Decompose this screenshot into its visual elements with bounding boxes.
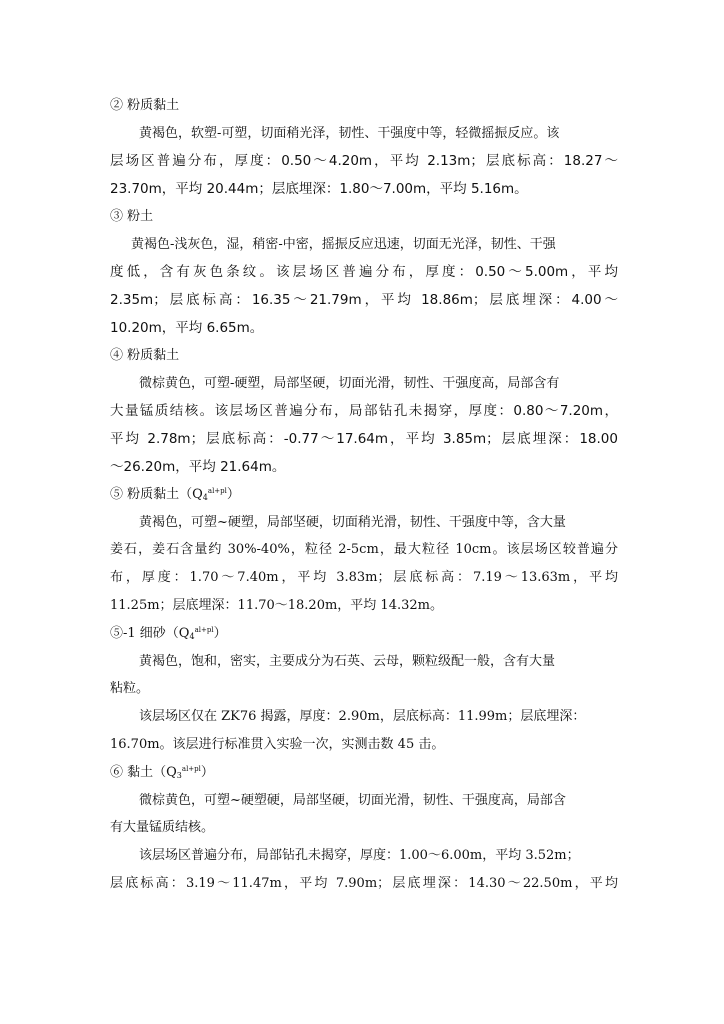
paragraph-line: 黄褐色，饱和，密实，主要成分为石英、云母，颗粒级配一般，含有大量 [139,654,556,669]
paragraph-line: 该层场区仅在 ZK76 揭露，厚度：2.90m，层底标高：11.99m；层底埋深： [139,709,586,724]
section-heading: ③ 粉土 [110,209,154,224]
paragraph-line: 度低，含有灰色条纹。该层场区普遍分布，厚度：0.50～5.00m，平均 [110,264,618,280]
paragraph-line: 有大量锰质结核。 [110,820,215,835]
paragraph-line: 该层场区普遍分布，局部钻孔未揭穿，厚度：1.00～6.00m，平均 3.52m； [139,848,580,863]
paragraph-line: 微棕黄色，可塑-硬塑，局部坚硬，切面光滑，韧性、干强度高，局部含有 [139,376,560,391]
paragraph-line: 23.70m，平均 20.44m；层底埋深：1.80～7.00m，平均 5.16m。 [110,181,528,197]
paragraph-line: 布，厚度：1.70～7.40m，平均 3.83m；层底标高：7.19～13.63m，平均 [110,570,618,585]
paragraph-line: 黄褐色，可塑~硬塑，局部坚硬，切面稍光滑，韧性、干强度中等，含大量 [139,515,566,530]
section-heading: ⑥ 黏土$(Q3^{al+pl})$ [110,765,214,780]
paragraph-line: 大量锰质结核。该层场区普遍分布，局部钻孔未揭穿，厚度：0.80～7.20m， [110,403,618,419]
paragraph-line: 微棕黄色，可塑~硬塑硬，局部坚硬，切面光滑，韧性、干强度高，局部含 [139,793,566,808]
section-heading: ④ 粉质黏土 [110,348,180,363]
section-heading: ② 粉质黏土 [110,98,180,113]
paragraph-line: 平均 2.78m；层底标高：-0.77～17.64m，平均 3.85m；层底埋深：18.00 [110,431,618,447]
paragraph-line: 2.35m；层底标高：16.35～21.79m，平均 18.86m；层底埋深：4.00～ [110,292,618,308]
paragraph-line: ～26.20m，平均 21.64m。 [110,459,286,475]
paragraph-line: 黄褐色，软塑-可塑，切面稍光泽，韧性、干强度中等，轻微摇振反应。该 [139,126,560,141]
paragraph-line: 姜石，姜石含量约 30%-40%，粒径 2-5cm，最大粒径 10cm。该层场区较普遍分 [110,542,618,557]
paragraph-line: 黄褐色-浅灰色，湿，稍密-中密，摇振反应迅速，切面无光泽，韧性、干强 [131,237,556,252]
paragraph-line: 10.20m，平均 6.65m。 [110,320,264,336]
paragraph-line: 层场区普遍分布，厚度：0.50～4.20m，平均 2.13m；层底标高：18.27～ [110,153,618,169]
section-heading: ⑤-1 细砂$(Q4^{al+pl})$ [110,626,227,641]
section-heading: ⑤ 粉质黏土$(Q4^{al+pl})$ [110,487,240,502]
paragraph-line: 16.70m。该层进行标准贯入实验一次，实测击数 45 击。 [110,737,445,752]
paragraph-line: 层底标高：3.19～11.47m，平均 7.90m；层底埋深：14.30～22.50m，平均 [110,876,618,891]
paragraph-line: 11.25m；层底埋深：11.70～18.20m，平均 14.32m。 [110,598,443,613]
paragraph-line: 粘粒。 [110,681,150,696]
